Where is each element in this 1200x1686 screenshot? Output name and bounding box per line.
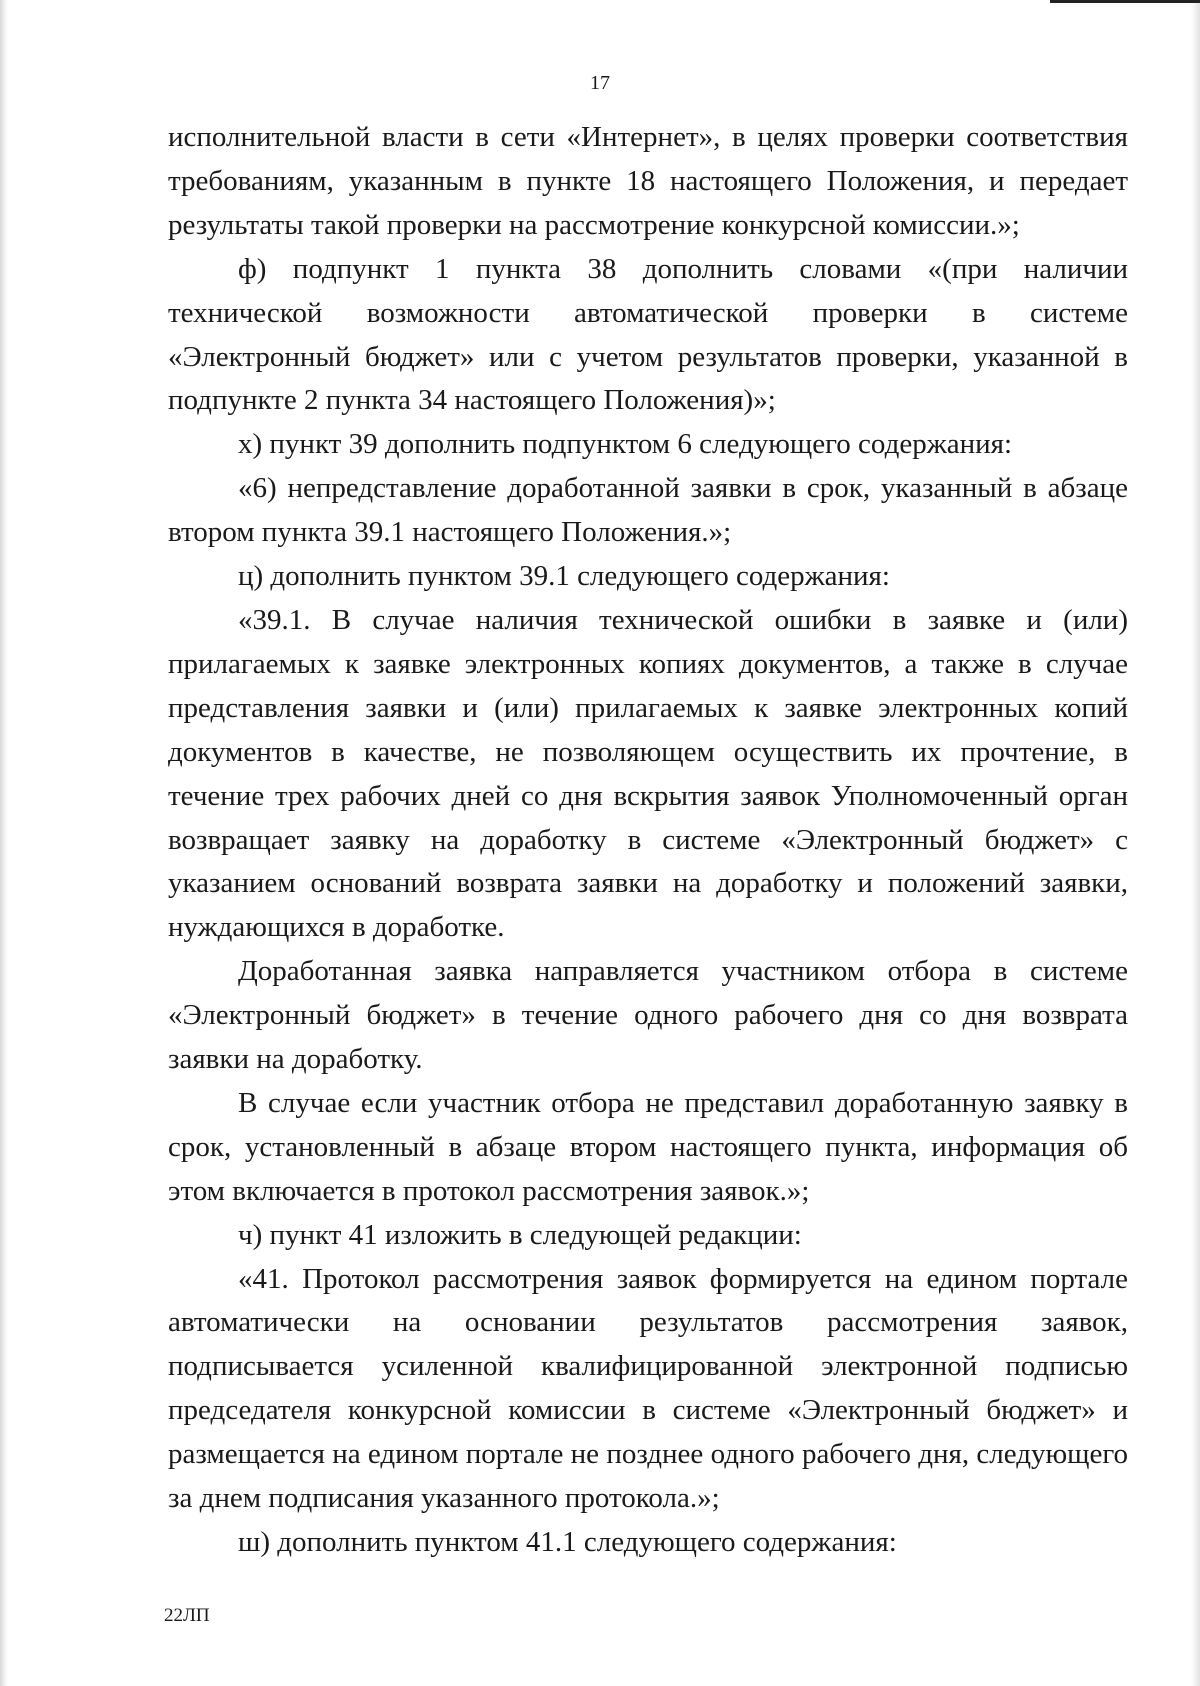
paragraph-quote-41: «41. Протокол рассмотрения заявок формируется на едином портале автоматически на основании результатов рассмотрения заявок, подписывается усиленной квалифицированной электронной подписью председателя конкурсной комиссии в системе «Электронный бюджет» и размещается на едином портале не позднее одного рабочего дня, следующего за днем подписания указанного протокола.»;: [168, 1262, 1128, 1515]
paragraph-item-kh: х) пункт 39 дополнить подпунктом 6 следующего содержания:: [238, 428, 1013, 461]
paragraph-quote-39-1: «39.1. В случае наличия технической ошибки в заявке и (или) прилагаемых к заявке электронных копиях документов, а также в случае представления заявки и (или) прилагаемых к заявке электронных копий документов в качестве, не позволяющем осуществить их прочтение, в течение трех рабочих дней со дня вскрытия заявок Уполномоченный орган возвращает заявку на доработку в системе «Электронный бюджет» с указанием оснований возврата заявки на доработку и положений заявки, нуждающихся в доработке.: [168, 603, 1128, 944]
paragraph-revised-application: Доработанная заявка направляется участником отбора в системе «Электронный бюджет» в течение одного рабочего дня со дня возврата заявки на доработку.: [168, 955, 1128, 1076]
paragraph-item-ts: ц) дополнить пунктом 39.1 следующего содержания:: [238, 560, 890, 593]
paragraph-continuation: исполнительной власти в сети «Интернет», в целях проверки соответствия требованиям, указанным в пункте 18 настоящего Положения, и передает результаты такой проверки на рассмотрение конкурсной комиссии.»;: [168, 121, 1128, 241]
footer-code: 22ЛП: [164, 1605, 210, 1626]
scan-edge-right: [1190, 0, 1200, 1686]
paragraph-item-ch: ч) пункт 41 изложить в следующей редакции:: [238, 1218, 802, 1251]
top-rule: [1050, 0, 1200, 3]
document-body: [168, 116, 1128, 1565]
paragraph-item-sh: ш) дополнить пунктом 41.1 следующего содержания:: [238, 1526, 897, 1558]
paragraph-item-f: ф) подпункт 1 пункта 38 дополнить словами «(при наличии технической возможности автоматической проверки в системе «Электронный бюджет» или с учетом результатов проверки, указанной в подпункте 2 пункта 34 настоящего Положения)»;: [168, 252, 1128, 417]
page-number: 17: [590, 72, 610, 94]
paragraph-not-submitted: В случае если участник отбора не представил доработанную заявку в срок, установленный в абзаце втором настоящего пункта, информация об этом включается в протокол рассмотрения заявок.»;: [168, 1086, 1128, 1207]
paragraph-quote-6: «6) непредставление доработанной заявки в срок, указанный в абзаце втором пункта 39.1 настоящего Положения.»;: [168, 472, 1128, 549]
scan-edge-left: [0, 0, 8, 1686]
